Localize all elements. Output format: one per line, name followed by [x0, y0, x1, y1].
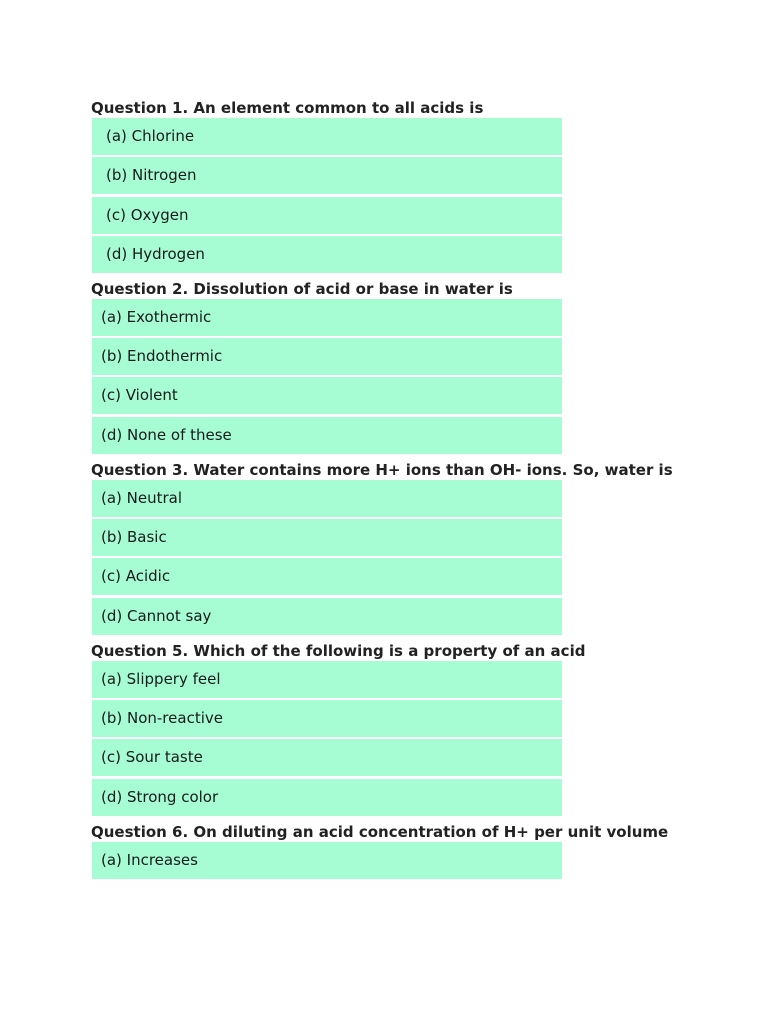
question-3	[91, 461, 691, 635]
option-a[interactable]: (a) Chlorine	[92, 118, 562, 155]
option-b[interactable]: (b) Nitrogen	[92, 157, 562, 194]
option-a[interactable]: (a) Slippery feel	[92, 661, 562, 698]
question-title: Question 1. An element common to all acids is	[91, 99, 484, 117]
question-title: Question 6. On diluting an acid concentration of H+ per unit volume	[91, 822, 669, 841]
option-list	[91, 842, 691, 879]
option-b[interactable]: (b) Basic	[92, 519, 562, 556]
option-b[interactable]: (b) Endothermic	[92, 338, 562, 375]
option-c[interactable]: (c) Violent	[92, 377, 562, 414]
question-6	[91, 823, 691, 879]
option-a[interactable]: (a) Neutral	[92, 480, 562, 517]
option-b[interactable]: (b) Non-reactive	[92, 700, 562, 737]
question-title: Question 2. Dissolution of acid or base in water is	[91, 279, 513, 298]
option-d[interactable]: (d) Strong color	[92, 779, 562, 816]
option-d[interactable]: (d) None of these	[92, 417, 562, 454]
option-c[interactable]: (c) Acidic	[92, 558, 562, 595]
option-d[interactable]: (d) Hydrogen	[92, 236, 562, 273]
question-5	[91, 642, 691, 816]
option-a[interactable]: (a) Exothermic	[92, 299, 562, 336]
option-list	[91, 299, 691, 454]
question-title: Question 3. Water contains more H+ ions than OH- ions. So, water is	[91, 460, 673, 479]
option-c[interactable]: (c) Oxygen	[92, 197, 562, 234]
option-d[interactable]: (d) Cannot say	[92, 598, 562, 635]
option-a[interactable]: (a) Increases	[92, 842, 562, 879]
question-2	[91, 280, 691, 454]
option-list	[91, 480, 691, 635]
option-list	[91, 118, 691, 273]
option-c[interactable]: (c) Sour taste	[92, 739, 562, 776]
quiz-content	[91, 99, 691, 881]
question-1	[91, 99, 691, 273]
question-title: Question 5. Which of the following is a property of an acid	[91, 641, 586, 660]
option-list	[91, 661, 691, 816]
